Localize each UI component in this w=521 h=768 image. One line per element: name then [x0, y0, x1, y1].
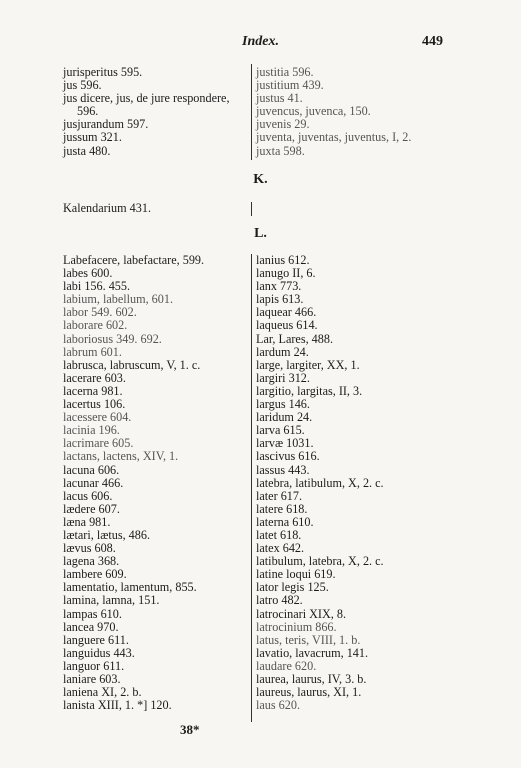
index-entry: largus 146. [256, 397, 310, 412]
index-entry: Lar, Lares, 488. [256, 331, 334, 346]
index-entry: juxta 598. [256, 143, 305, 158]
section-heading-k: K. [253, 172, 268, 187]
index-entry: labi 156. 455. [63, 279, 131, 294]
index-entry: justus 41. [256, 91, 303, 106]
index-entry: latus, teris, VIII, 1. b. [256, 632, 361, 647]
index-entry: justitia 596. [256, 65, 314, 79]
index-entry: lacertus 106. [63, 397, 126, 412]
index-entry: lacerare 603. [63, 370, 126, 385]
index-entry: latere 618. [256, 501, 308, 516]
index-entry: labrum 601. [63, 344, 122, 359]
index-entry: lampas 610. [63, 606, 122, 621]
index-entry: lanista XIII, 1. *] 120. [63, 698, 172, 713]
index-entry: Kalendarium 431. [63, 201, 151, 215]
index-entry: latrocinium 866. [256, 619, 337, 634]
index-entry: lancea 970. [63, 619, 119, 634]
index-entry: laudare 620. [256, 658, 317, 673]
index-entry-continuation: 596. [77, 104, 99, 119]
index-entry: latine loqui 619. [256, 567, 336, 582]
index-entry: largiri 312. [256, 370, 310, 385]
page-number: 449 [422, 34, 443, 49]
index-entry: lacinia 196. [63, 423, 120, 438]
index-entry: latro 482. [256, 593, 303, 608]
index-entry: jusjurandum 597. [63, 117, 149, 132]
index-entry: Labefacere, labefactare, 599. [63, 253, 205, 267]
index-entry: lanius 612. [256, 253, 310, 267]
signature-mark: 38* [180, 722, 200, 737]
index-entry: larva 615. [256, 423, 305, 438]
index-entry: laterna 610. [256, 514, 314, 529]
index-entry: lacunar 466. [63, 475, 124, 490]
index-entry: lascivus 616. [256, 449, 320, 464]
index-entry: lator legis 125. [256, 580, 329, 595]
index-entry: lardum 24. [256, 344, 309, 359]
section-l-left-column [63, 254, 204, 712]
section-l-right-column [256, 254, 384, 712]
index-entry: lacus 606. [63, 488, 113, 503]
section-j-left-column [63, 66, 230, 158]
index-entry: lanx 773. [256, 279, 302, 294]
index-entry: lacuna 606. [63, 462, 120, 477]
index-entry: labor 549. 602. [63, 305, 137, 320]
index-entry: latebra, latibulum, X, 2. c. [256, 475, 384, 490]
index-entry: juventa, juventas, juventus, I, 2. [256, 130, 412, 145]
index-entry: lædere 607. [63, 501, 120, 516]
index-entry: lavatio, lavacrum, 141. [256, 645, 369, 660]
index-entry: jus dicere, jus, de jure respondere, [63, 91, 230, 106]
index-entry: laborare 602. [63, 318, 128, 333]
index-entry: lævus 608. [63, 541, 116, 556]
index-entry: laqueus 614. [256, 318, 318, 333]
index-entry: lactans, lactens, XIV, 1. [63, 449, 179, 464]
column-rule [251, 254, 252, 722]
index-entry: latet 618. [256, 527, 302, 542]
index-entry: later 617. [256, 488, 303, 503]
index-entry: laus 620. [256, 698, 301, 713]
index-entry: laquear 466. [256, 305, 317, 320]
column-rule [251, 202, 252, 216]
index-entry: lapis 613. [256, 292, 304, 307]
index-entry: latibulum, latebra, X, 2. c. [256, 554, 384, 569]
index-entry: lacessere 604. [63, 410, 132, 425]
section-k-left-column [63, 202, 151, 215]
index-entry: lætari, lætus, 486. [63, 527, 151, 542]
index-entry: laniena XI, 2. b. [63, 685, 142, 700]
index-entry: juvenis 29. [256, 117, 310, 132]
index-entry: laureus, laurus, XI, 1. [256, 685, 362, 700]
index-entry: justa 480. [63, 143, 111, 158]
index-entry: languidus 443. [63, 645, 135, 660]
index-entry: largitio, largitas, II, 3. [256, 383, 363, 398]
index-entry: latex 642. [256, 541, 305, 556]
index-entry: lamentatio, lamentum, 855. [63, 580, 197, 595]
index-entry: justitium 439. [256, 78, 324, 93]
index-entry: latrocinari XIX, 8. [256, 606, 347, 621]
index-entry: lacerna 981. [63, 383, 123, 398]
index-entry: languere 611. [63, 632, 129, 647]
column-rule [251, 64, 252, 160]
index-entry: larvæ 1031. [256, 436, 314, 451]
index-entry: large, largiter, XX, 1. [256, 357, 360, 372]
index-entry: laniare 603. [63, 672, 121, 686]
index-entry: labium, labellum, 601. [63, 292, 174, 307]
index-entry: labes 600. [63, 266, 113, 281]
index-entry: labrusca, labruscum, V, 1. c. [63, 357, 201, 372]
index-entry: lamina, lamna, 151. [63, 593, 160, 608]
section-heading-l: L. [254, 226, 267, 241]
index-entry: laurea, laurus, IV, 3. b. [256, 672, 367, 686]
index-entry: lanugo II, 6. [256, 266, 316, 281]
index-entry: juvencus, juvenca, 150. [256, 104, 371, 119]
index-entry: jurisperitus 595. [63, 65, 143, 79]
index-entry: lambere 609. [63, 567, 127, 582]
index-entry: laboriosus 349. 692. [63, 331, 162, 346]
section-j-right-column [256, 66, 411, 158]
index-entry: jussum 321. [63, 130, 122, 145]
running-header: Index. [242, 34, 279, 49]
index-entry: languor 611. [63, 658, 125, 673]
index-entry: laridum 24. [256, 410, 313, 425]
index-entry: jus 596. [63, 78, 102, 93]
index-entry: lassus 443. [256, 462, 310, 477]
index-entry: læna 981. [63, 514, 111, 529]
index-entry: lacrimare 605. [63, 436, 134, 451]
index-entry: lagena 368. [63, 554, 120, 569]
